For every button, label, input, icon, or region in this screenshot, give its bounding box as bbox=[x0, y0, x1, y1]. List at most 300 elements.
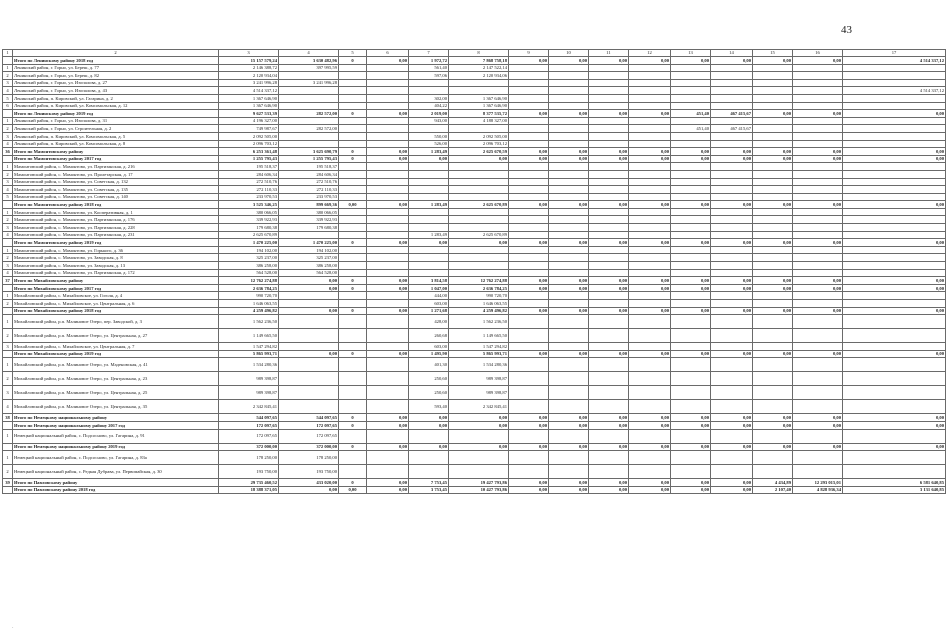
value-cell: 0,00 bbox=[629, 57, 671, 65]
table-row bbox=[3, 386, 946, 400]
value-cell: 0,00 bbox=[629, 350, 671, 358]
value-cell bbox=[793, 358, 843, 372]
value-cell bbox=[671, 262, 711, 270]
value-cell: 467 415,67 bbox=[711, 125, 753, 133]
value-cell bbox=[843, 372, 946, 386]
value-cell bbox=[339, 358, 367, 372]
value-cell bbox=[339, 231, 367, 239]
value-cell bbox=[629, 94, 671, 102]
value-cell bbox=[629, 386, 671, 400]
value-cell bbox=[279, 372, 339, 386]
value-cell: 0,00 bbox=[753, 443, 793, 451]
total-row bbox=[3, 239, 946, 247]
value-cell: 0,00 bbox=[671, 421, 711, 429]
value-cell bbox=[589, 400, 629, 414]
address-cell: Мамонтовский район, с. Мамонтово, ул. Кооперативная, д. 1 bbox=[13, 208, 219, 216]
value-cell bbox=[753, 315, 793, 329]
value-cell bbox=[509, 117, 549, 125]
value-cell bbox=[367, 208, 409, 216]
address-cell: Михайловский район, р.п. Малиновое Озеро, ул. Маденовская, д. 41 bbox=[13, 358, 219, 372]
row-index: 4 bbox=[3, 140, 13, 148]
value-cell bbox=[367, 329, 409, 343]
value-cell bbox=[843, 254, 946, 262]
row-index: 1 bbox=[3, 429, 13, 443]
value-cell bbox=[339, 451, 367, 465]
value-cell: 433 020,00 bbox=[279, 479, 339, 487]
value-cell bbox=[549, 102, 589, 110]
value-cell bbox=[671, 132, 711, 140]
row-index bbox=[3, 57, 13, 65]
value-cell bbox=[843, 315, 946, 329]
value-cell bbox=[339, 343, 367, 351]
value-cell bbox=[843, 224, 946, 232]
value-cell bbox=[367, 372, 409, 386]
value-cell: 0,00 bbox=[549, 155, 589, 163]
address-cell: Итого по Мамонтовскому району 2018 год bbox=[13, 201, 219, 209]
value-cell bbox=[629, 358, 671, 372]
value-cell: 0,00 bbox=[279, 350, 339, 358]
row-index: 2 bbox=[3, 329, 13, 343]
value-cell: 15 157 579,24 bbox=[219, 57, 279, 65]
header-cell: 2 bbox=[13, 50, 219, 57]
table-row bbox=[3, 170, 946, 178]
value-cell: 1 646 063,55 bbox=[449, 300, 509, 308]
value-cell bbox=[339, 132, 367, 140]
value-cell bbox=[367, 343, 409, 351]
address-cell: Итого по Михайловскому району 2019 год bbox=[13, 350, 219, 358]
value-cell bbox=[339, 300, 367, 308]
value-cell: 0,00 bbox=[843, 284, 946, 292]
value-cell bbox=[339, 208, 367, 216]
value-cell bbox=[549, 465, 589, 479]
value-cell bbox=[753, 465, 793, 479]
value-cell: 386 258,00 bbox=[219, 262, 279, 270]
value-cell: 0,00 bbox=[793, 421, 843, 429]
value-cell bbox=[711, 262, 753, 270]
value-cell bbox=[509, 269, 549, 277]
value-cell bbox=[589, 465, 629, 479]
value-cell: 0,00 bbox=[589, 443, 629, 451]
address-cell: Итого по Мамонтовскому району bbox=[13, 148, 219, 156]
value-cell bbox=[589, 329, 629, 343]
row-index: 6 bbox=[3, 102, 13, 110]
address-cell: Ленинский район, г. Горно, ул. Береш, д. 82 bbox=[13, 72, 219, 80]
value-cell: 544 097,65 bbox=[279, 414, 339, 422]
table-row bbox=[3, 102, 946, 110]
value-cell bbox=[753, 193, 793, 201]
value-cell: 0,00 bbox=[367, 414, 409, 422]
table-row bbox=[3, 429, 946, 443]
value-cell bbox=[793, 400, 843, 414]
value-cell: 0,00 bbox=[671, 239, 711, 247]
value-cell bbox=[671, 64, 711, 72]
value-cell: 564 528,00 bbox=[219, 269, 279, 277]
value-cell bbox=[549, 429, 589, 443]
value-cell bbox=[629, 429, 671, 443]
table-row bbox=[3, 372, 946, 386]
value-cell: 0,00 bbox=[589, 148, 629, 156]
capital-repair-table bbox=[2, 49, 946, 494]
value-cell bbox=[509, 79, 549, 87]
value-cell: 0,00 bbox=[509, 284, 549, 292]
table-row bbox=[3, 193, 946, 201]
value-cell bbox=[629, 343, 671, 351]
value-cell bbox=[409, 125, 449, 133]
address-cell: Итого по Ленинскому району 2018 год bbox=[13, 57, 219, 65]
row-index: 1 bbox=[3, 315, 13, 329]
value-cell bbox=[509, 102, 549, 110]
value-cell bbox=[367, 102, 409, 110]
value-cell bbox=[753, 216, 793, 224]
address-cell: Итого по Павловскому району bbox=[13, 479, 219, 487]
value-cell bbox=[339, 163, 367, 171]
value-cell: 250,60 bbox=[409, 386, 449, 400]
value-cell bbox=[843, 358, 946, 372]
value-cell bbox=[843, 140, 946, 148]
value-cell bbox=[367, 246, 409, 254]
value-cell: 0,00 bbox=[711, 421, 753, 429]
table-row bbox=[3, 224, 946, 232]
value-cell bbox=[753, 178, 793, 186]
row-index: 4 bbox=[3, 231, 13, 239]
row-index: 3 bbox=[3, 386, 13, 400]
page-number: 43 bbox=[841, 24, 852, 36]
value-cell bbox=[589, 358, 629, 372]
value-cell: 172 097,65 bbox=[219, 421, 279, 429]
value-cell bbox=[711, 269, 753, 277]
value-cell: 4 434,89 bbox=[753, 479, 793, 487]
value-cell bbox=[339, 269, 367, 277]
value-cell: 4 196 327,00 bbox=[219, 117, 279, 125]
value-cell: 0 bbox=[339, 414, 367, 422]
value-cell bbox=[753, 208, 793, 216]
value-cell bbox=[671, 216, 711, 224]
value-cell bbox=[509, 64, 549, 72]
value-cell: 172 097,65 bbox=[219, 429, 279, 443]
value-cell: 0,00 bbox=[843, 414, 946, 422]
value-cell: 0,00 bbox=[671, 414, 711, 422]
row-index bbox=[3, 155, 13, 163]
value-cell bbox=[339, 216, 367, 224]
header-cell: 5 bbox=[339, 50, 367, 57]
value-cell: 2 120 934,06 bbox=[449, 72, 509, 80]
address-cell: Ленинский район, п. Кировский, ул. Комсомольская, д. 5 bbox=[13, 132, 219, 140]
value-cell: 550,00 bbox=[409, 132, 449, 140]
value-cell: 2 092 505,00 bbox=[449, 132, 509, 140]
value-cell bbox=[449, 193, 509, 201]
value-cell bbox=[367, 386, 409, 400]
value-cell: 1 547 294,82 bbox=[219, 343, 279, 351]
value-cell bbox=[753, 246, 793, 254]
value-cell bbox=[339, 140, 367, 148]
value-cell bbox=[671, 300, 711, 308]
value-cell: 451,40 bbox=[671, 125, 711, 133]
address-cell: Итого по Мамонтовскому району 2017 год bbox=[13, 155, 219, 163]
value-cell bbox=[367, 87, 409, 95]
value-cell: 899 669,36 bbox=[279, 201, 339, 209]
value-cell bbox=[509, 170, 549, 178]
row-index: 36 bbox=[3, 148, 13, 156]
row-index bbox=[3, 239, 13, 247]
value-cell: 1 534 280,36 bbox=[449, 358, 509, 372]
value-cell bbox=[671, 465, 711, 479]
value-cell: 0,00 bbox=[367, 307, 409, 315]
row-index: 2 bbox=[3, 372, 13, 386]
value-cell bbox=[279, 72, 339, 80]
value-cell bbox=[367, 186, 409, 194]
table-row bbox=[3, 208, 946, 216]
value-cell bbox=[367, 292, 409, 300]
value-cell bbox=[589, 208, 629, 216]
value-cell bbox=[409, 87, 449, 95]
value-cell: 1 495,90 bbox=[409, 350, 449, 358]
value-cell bbox=[279, 400, 339, 414]
value-cell: 0,00 bbox=[549, 148, 589, 156]
value-cell: 178 250,00 bbox=[219, 451, 279, 465]
value-cell bbox=[367, 254, 409, 262]
address-cell: Итого по Мамонтовскому району 2019 год bbox=[13, 239, 219, 247]
value-cell: 3 241 996,28 bbox=[219, 79, 279, 87]
value-cell: 282 572,00 bbox=[279, 125, 339, 133]
table-row bbox=[3, 329, 946, 343]
value-cell: 0,00 bbox=[549, 479, 589, 487]
value-cell: 0,00 bbox=[711, 148, 753, 156]
value-cell bbox=[671, 208, 711, 216]
value-cell bbox=[449, 246, 509, 254]
value-cell: 1 283,49 bbox=[409, 201, 449, 209]
value-cell bbox=[793, 178, 843, 186]
value-cell bbox=[589, 262, 629, 270]
value-cell bbox=[711, 300, 753, 308]
value-cell bbox=[843, 465, 946, 479]
value-cell: 0,00 bbox=[671, 284, 711, 292]
value-cell: 0,00 bbox=[589, 57, 629, 65]
value-cell bbox=[629, 186, 671, 194]
value-cell: 2 120 934,04 bbox=[219, 72, 279, 80]
row-index bbox=[3, 284, 13, 292]
row-index: 1 bbox=[3, 163, 13, 171]
value-cell: 1 149 665,50 bbox=[219, 329, 279, 343]
value-cell bbox=[843, 132, 946, 140]
value-cell bbox=[793, 79, 843, 87]
value-cell bbox=[409, 246, 449, 254]
value-cell: 2 096 703,12 bbox=[219, 140, 279, 148]
value-cell bbox=[671, 170, 711, 178]
value-cell: 325 237,00 bbox=[219, 254, 279, 262]
value-cell bbox=[339, 224, 367, 232]
value-cell: 1 562 236,50 bbox=[449, 315, 509, 329]
value-cell: 0,00 bbox=[549, 284, 589, 292]
value-cell bbox=[509, 140, 549, 148]
value-cell bbox=[367, 117, 409, 125]
value-cell: 1 547 294,82 bbox=[449, 343, 509, 351]
value-cell bbox=[629, 117, 671, 125]
value-cell bbox=[589, 343, 629, 351]
value-cell: 0,00 bbox=[753, 201, 793, 209]
value-cell bbox=[711, 208, 753, 216]
value-cell: 4 514 337,12 bbox=[843, 57, 946, 65]
address-cell: Михайловский район, р.п. Малиновое Озеро, пер. Заводской, д. 3 bbox=[13, 315, 219, 329]
value-cell bbox=[843, 170, 946, 178]
value-cell bbox=[711, 79, 753, 87]
value-cell: 380 066,05 bbox=[279, 208, 339, 216]
table-row bbox=[3, 72, 946, 80]
value-cell: 0,00 bbox=[711, 486, 753, 494]
value-cell: 0,00 bbox=[843, 110, 946, 118]
value-cell bbox=[409, 186, 449, 194]
value-cell bbox=[793, 208, 843, 216]
value-cell: 3 630 482,96 bbox=[279, 57, 339, 65]
value-cell bbox=[753, 125, 793, 133]
total-row bbox=[3, 421, 946, 429]
value-cell bbox=[753, 224, 793, 232]
value-cell bbox=[671, 329, 711, 343]
value-cell: 0,00 bbox=[671, 307, 711, 315]
value-cell bbox=[449, 269, 509, 277]
value-cell bbox=[409, 224, 449, 232]
address-cell: Итого по Михайловскому району bbox=[13, 277, 219, 285]
value-cell bbox=[509, 178, 549, 186]
row-index bbox=[3, 110, 13, 118]
value-cell: 4 259 496,82 bbox=[449, 307, 509, 315]
value-cell bbox=[793, 72, 843, 80]
table-row bbox=[3, 358, 946, 372]
value-cell bbox=[367, 216, 409, 224]
value-cell: 0,00 bbox=[367, 479, 409, 487]
value-cell: 1 283,49 bbox=[409, 148, 449, 156]
value-cell: 0,00 bbox=[589, 350, 629, 358]
value-cell: 0,00 bbox=[753, 57, 793, 65]
value-cell bbox=[279, 94, 339, 102]
value-cell bbox=[449, 178, 509, 186]
value-cell bbox=[549, 72, 589, 80]
address-cell: Ленинский район, г. Горно, ул. Изопалова, д. 27 bbox=[13, 79, 219, 87]
value-cell bbox=[753, 372, 793, 386]
value-cell: 0,00 bbox=[449, 155, 509, 163]
value-cell: 0,00 bbox=[843, 421, 946, 429]
value-cell: 2 107,40 bbox=[753, 486, 793, 494]
value-cell bbox=[409, 254, 449, 262]
value-cell bbox=[753, 102, 793, 110]
value-cell bbox=[843, 231, 946, 239]
value-cell: 0,00 bbox=[843, 277, 946, 285]
value-cell bbox=[711, 246, 753, 254]
row-index: 5 bbox=[3, 94, 13, 102]
value-cell: 0,00 bbox=[367, 57, 409, 65]
value-cell bbox=[339, 117, 367, 125]
value-cell bbox=[339, 79, 367, 87]
value-cell bbox=[549, 372, 589, 386]
address-cell: Итого по Немецкому национальному району 2017 год bbox=[13, 421, 219, 429]
address-cell: Ленинский район, г. Горно, ул. Береш, д. 77 bbox=[13, 64, 219, 72]
value-cell: 5 865 993,71 bbox=[449, 350, 509, 358]
value-cell: 0,00 bbox=[509, 421, 549, 429]
value-cell: 284 606,34 bbox=[279, 170, 339, 178]
value-cell bbox=[279, 386, 339, 400]
value-cell: 0,00 bbox=[629, 155, 671, 163]
value-cell: 0,00 bbox=[843, 155, 946, 163]
value-cell: 0,00 bbox=[509, 414, 549, 422]
table-row bbox=[3, 64, 946, 72]
value-cell bbox=[549, 386, 589, 400]
value-cell: 9 627 533,39 bbox=[219, 110, 279, 118]
row-index: 4 bbox=[3, 400, 13, 414]
value-cell: 0,00 bbox=[711, 443, 753, 451]
value-cell bbox=[509, 451, 549, 465]
value-cell: 2 342 845,41 bbox=[219, 400, 279, 414]
value-cell bbox=[549, 132, 589, 140]
value-cell bbox=[843, 343, 946, 351]
value-cell: 0,00 bbox=[793, 201, 843, 209]
value-cell bbox=[409, 193, 449, 201]
total-row bbox=[3, 110, 946, 118]
value-cell: 0,00 bbox=[843, 443, 946, 451]
address-cell: Мамонтовский район, с. Мамонтово, ул. Заводская, д. 13 bbox=[13, 262, 219, 270]
header-cell: 15 bbox=[753, 50, 793, 57]
value-cell bbox=[711, 140, 753, 148]
value-cell bbox=[711, 231, 753, 239]
value-cell: 0,00 bbox=[793, 350, 843, 358]
value-cell: 6 581 640,85 bbox=[843, 479, 946, 487]
value-cell: 0,00 bbox=[367, 486, 409, 494]
value-cell: 1 047,00 bbox=[409, 284, 449, 292]
value-cell bbox=[753, 170, 793, 178]
table-row bbox=[3, 186, 946, 194]
value-cell bbox=[843, 300, 946, 308]
row-index: 2 bbox=[3, 465, 13, 479]
value-cell: 0,00 bbox=[671, 155, 711, 163]
value-cell bbox=[629, 208, 671, 216]
value-cell bbox=[629, 132, 671, 140]
value-cell bbox=[549, 300, 589, 308]
value-cell: 0,00 bbox=[367, 239, 409, 247]
value-cell bbox=[589, 178, 629, 186]
value-cell bbox=[589, 125, 629, 133]
value-cell: 444,00 bbox=[409, 292, 449, 300]
value-cell bbox=[671, 231, 711, 239]
value-cell bbox=[339, 386, 367, 400]
value-cell bbox=[753, 292, 793, 300]
value-cell: 0,00 bbox=[671, 57, 711, 65]
header-row bbox=[3, 50, 946, 57]
value-cell: 2 092 505,00 bbox=[219, 132, 279, 140]
value-cell: 0,00 bbox=[409, 155, 449, 163]
value-cell bbox=[589, 269, 629, 277]
address-cell: Ленинский район, г. Горно, ул. Изопалова, д. 43 bbox=[13, 87, 219, 95]
value-cell bbox=[449, 87, 509, 95]
value-cell: 0,00 bbox=[509, 110, 549, 118]
table-row bbox=[3, 117, 946, 125]
row-index: 1 bbox=[3, 64, 13, 72]
total-row bbox=[3, 284, 946, 292]
value-cell: 0,00 bbox=[449, 421, 509, 429]
value-cell: 0,00 bbox=[449, 443, 509, 451]
row-index: 1 bbox=[3, 451, 13, 465]
value-cell: 0,00 bbox=[671, 148, 711, 156]
value-cell: 4 259 496,82 bbox=[219, 307, 279, 315]
value-cell: 194 102,00 bbox=[219, 246, 279, 254]
value-cell: 0,00 bbox=[549, 239, 589, 247]
address-cell: Михайловский район, с. Михайловское, ул. Центральная, д. 6 bbox=[13, 300, 219, 308]
value-cell bbox=[793, 465, 843, 479]
value-cell: 0 bbox=[339, 284, 367, 292]
value-cell bbox=[339, 262, 367, 270]
value-cell bbox=[589, 132, 629, 140]
row-index: 1 bbox=[3, 117, 13, 125]
value-cell bbox=[793, 140, 843, 148]
value-cell bbox=[279, 329, 339, 343]
value-cell bbox=[711, 64, 753, 72]
